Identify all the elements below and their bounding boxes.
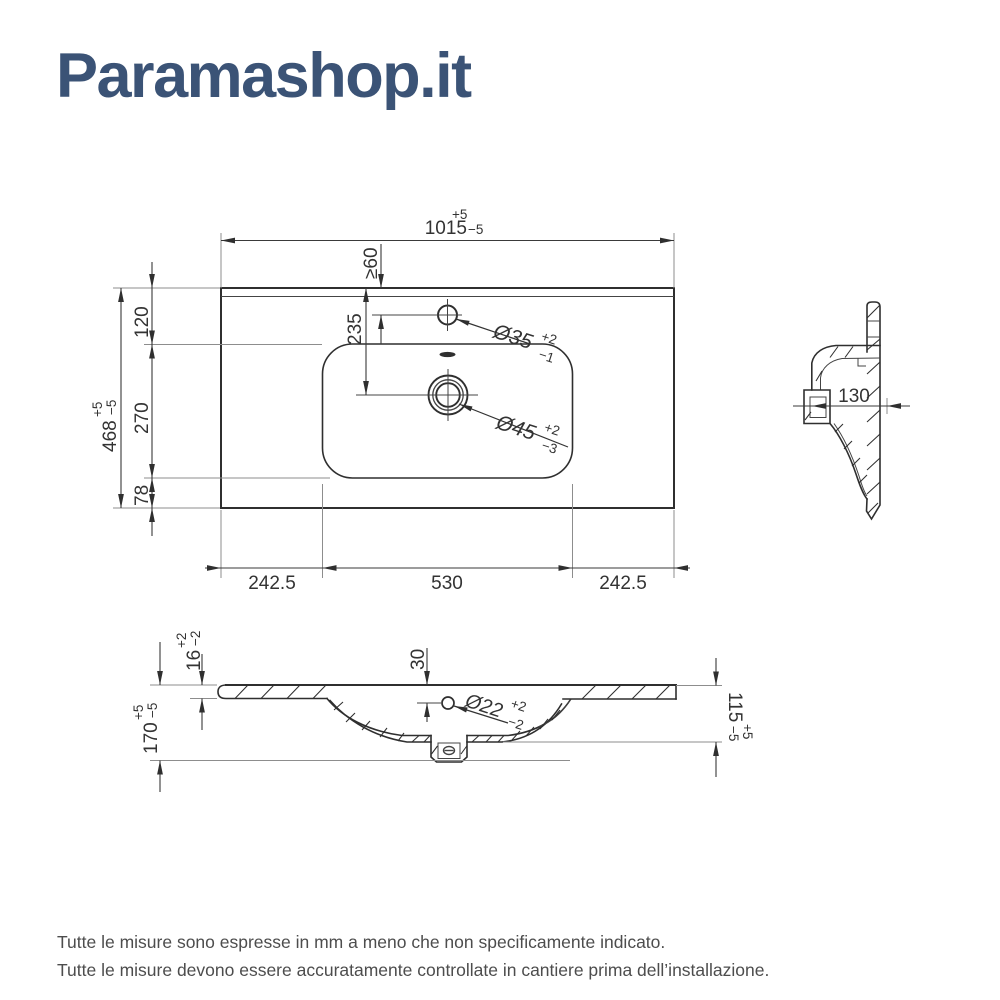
dim-seg-right-242: 242.5 bbox=[599, 573, 647, 594]
dim-basin-height-value: 115 bbox=[724, 692, 745, 723]
dim-faucet-offset-value: 235 bbox=[345, 313, 366, 345]
section-view bbox=[131, 631, 755, 792]
overflow-slot bbox=[440, 352, 456, 357]
dim-left-segments bbox=[132, 262, 330, 536]
dim-height-value: 468 bbox=[100, 420, 121, 452]
footer-notes bbox=[57, 929, 769, 984]
dim-seg-120: 120 bbox=[132, 306, 153, 338]
dim-width bbox=[221, 207, 674, 288]
footer-note-verify: Tutte le misure devono essere accuratamente controllate in cantiere prima dell’installazione. bbox=[57, 959, 770, 980]
dim-total-height-tol-minus: −5 bbox=[145, 702, 160, 718]
dim-height-tol-plus: +5 bbox=[90, 401, 105, 417]
dim-seg-78: 78 bbox=[132, 484, 153, 506]
overflow-hole-callout bbox=[417, 682, 531, 733]
side-view bbox=[793, 302, 910, 519]
drain-hole-tol-plus: +2 bbox=[542, 419, 562, 439]
dim-faucet-offset bbox=[345, 288, 369, 395]
section-hatching bbox=[235, 685, 670, 754]
drain-hole-callout bbox=[459, 404, 568, 457]
drain-hole bbox=[356, 369, 478, 421]
dim-thickness bbox=[174, 631, 205, 730]
dim-basin-height bbox=[713, 658, 755, 777]
dim-total-height-value: 170 bbox=[141, 722, 162, 754]
overflow-hole-tol-plus: +2 bbox=[508, 695, 529, 715]
overflow-hole-tol-minus: −2 bbox=[506, 713, 526, 733]
footer-note-units: Tutte le misure sono espresse in mm a meno che non specificamente indicato. bbox=[57, 932, 666, 952]
dim-thickness-tol-minus: −2 bbox=[188, 630, 203, 646]
brand-logo: Paramashop.it bbox=[56, 41, 471, 111]
basin-side-profile bbox=[804, 346, 880, 500]
bowl-inner-left bbox=[327, 699, 431, 736]
faucet-hole bbox=[372, 299, 462, 331]
dim-height bbox=[90, 288, 220, 508]
dim-thickness-value: 16 bbox=[184, 649, 205, 671]
dim-thickness-tol-plus: +2 bbox=[174, 632, 189, 648]
dim-width-tol-plus: +5 bbox=[452, 207, 468, 222]
dim-bottom-segments bbox=[205, 484, 690, 594]
faucet-hole-dia: Ø35 bbox=[490, 319, 536, 355]
dim-total-height bbox=[131, 642, 163, 792]
overflow-hole-dia: Ø22 bbox=[462, 689, 506, 723]
dim-min-distance-value: ≥60 bbox=[361, 247, 382, 279]
dim-seg-530: 530 bbox=[431, 573, 463, 594]
dim-width-value: 1015 bbox=[424, 218, 467, 239]
drain-box bbox=[431, 736, 467, 763]
dim-width-tol-minus: −5 bbox=[468, 222, 484, 237]
dim-seg-left-242: 242.5 bbox=[248, 573, 296, 594]
faucet-hole-callout bbox=[456, 314, 562, 366]
top-view bbox=[90, 207, 690, 594]
overflow-hole bbox=[442, 697, 454, 709]
drain-hole-tol-minus: −3 bbox=[539, 437, 560, 457]
dim-height-tol-minus: −5 bbox=[104, 399, 119, 415]
dim-seg-270: 270 bbox=[132, 402, 153, 434]
dim-overflow-offset-value: 30 bbox=[408, 648, 429, 670]
drain-hole-dia: Ø45 bbox=[493, 410, 539, 446]
side-view-hatching bbox=[805, 305, 880, 513]
dim-basin-height-tol-plus: +5 bbox=[740, 724, 755, 740]
faucet-hole-tol-minus: −1 bbox=[536, 346, 557, 366]
dim-depth-value: 130 bbox=[838, 386, 870, 407]
mounting-wall-profile bbox=[867, 302, 881, 519]
dim-total-height-tol-plus: +5 bbox=[131, 704, 146, 720]
faucet-hole-tol-plus: +2 bbox=[539, 328, 559, 348]
dim-basin-height-tol-minus: −5 bbox=[726, 726, 741, 742]
